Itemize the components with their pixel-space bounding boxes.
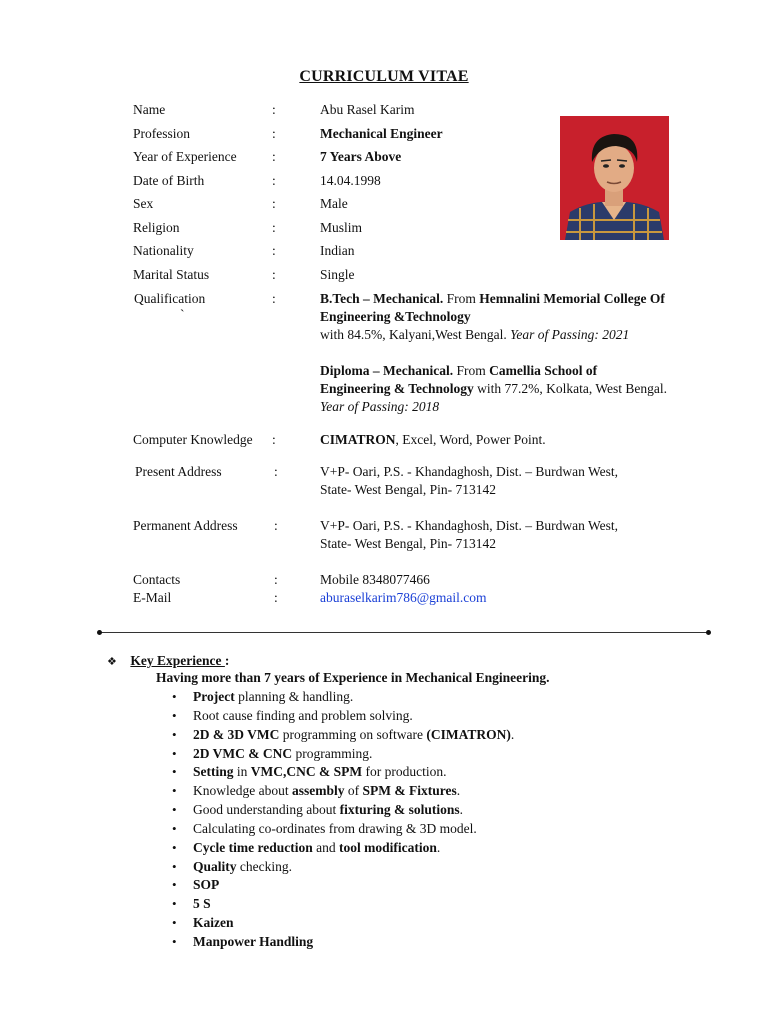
text-run: of <box>344 783 363 799</box>
detail-value: Muslim <box>320 220 363 235</box>
software-name: CIMATRON <box>320 432 396 447</box>
bullet-icon: • <box>172 764 177 780</box>
qualification-details: with 84.5%, Kalyani,West Bengal. <box>320 327 511 342</box>
list-item-text <box>193 688 353 706</box>
qualification-details: with 77.2%, Kolkata, West Bengal. <box>473 381 668 396</box>
degree-name: B.Tech – Mechanical. <box>320 291 444 306</box>
text-run: for production. <box>362 764 447 780</box>
detail-colon: : <box>272 126 276 141</box>
text-run: Calculating co-ordinates from drawing & 3D model. <box>193 820 477 836</box>
list-item-text <box>193 745 372 763</box>
person-icon <box>560 116 669 240</box>
detail-colon: : <box>274 572 278 587</box>
divider-end-dot <box>97 630 102 635</box>
text-run: 2D & 3D VMC <box>193 726 280 742</box>
software-list: , Excel, Word, Power Point. <box>395 432 546 447</box>
bullet-icon: • <box>172 802 177 818</box>
address-line: State- West Bengal, Pin- 713142 <box>320 536 497 551</box>
text-run: programming on software <box>279 726 427 742</box>
list-item-text <box>193 839 440 857</box>
bullet-icon: • <box>172 820 177 836</box>
text-run: Good understanding about <box>193 802 340 818</box>
divider-end-dot <box>706 630 711 635</box>
list-item-text <box>193 726 514 744</box>
text-run: . <box>510 726 515 742</box>
detail-value: Mechanical Engineer <box>320 126 443 141</box>
text-run: Manpower Handling <box>193 933 314 949</box>
qualification-btech <box>320 290 670 344</box>
bullet-icon: • <box>172 839 177 855</box>
detail-label: Sex <box>133 196 154 211</box>
detail-label: Permanent Address <box>133 518 238 533</box>
page-title: CURRICULUM VITAE <box>299 68 469 85</box>
detail-colon: : <box>274 590 278 605</box>
text-run: 5 S <box>193 896 211 912</box>
detail-colon: : <box>272 196 276 211</box>
detail-label: E-Mail <box>133 590 172 605</box>
detail-colon: : <box>272 173 276 188</box>
from-word: From <box>453 363 490 378</box>
text-run: programming. <box>292 745 373 761</box>
text-run: Quality <box>193 858 237 874</box>
email-link[interactable]: aburaselkarim786@gmail.com <box>320 590 487 605</box>
detail-label: Computer Knowledge <box>133 432 253 447</box>
section-divider <box>99 632 709 633</box>
profile-photo <box>560 116 669 240</box>
list-item-text <box>193 763 446 781</box>
text-run: planning & handling. <box>234 689 354 704</box>
detail-colon: : <box>272 102 276 117</box>
detail-value: 14.04.1998 <box>320 173 381 188</box>
text-run: . <box>456 783 461 799</box>
detail-label: Present Address <box>135 464 222 479</box>
detail-label: Nationality <box>133 243 194 258</box>
present-address-value <box>320 463 670 499</box>
detail-label: Contacts <box>133 572 181 587</box>
list-item-text <box>193 801 463 819</box>
list-item-text <box>193 782 460 800</box>
text-run: SOP <box>193 877 220 893</box>
detail-colon: : <box>272 243 276 258</box>
permanent-address-value <box>320 517 670 553</box>
list-item-text <box>193 707 413 725</box>
passing-year: Year of Passing: 2018 <box>320 399 440 414</box>
text-run: fixturing & solutions <box>339 802 460 818</box>
bullet-icon: • <box>172 745 177 761</box>
text-run: Kaizen <box>193 915 234 931</box>
heading-colon: : <box>224 653 230 668</box>
bullet-icon: • <box>172 726 177 742</box>
experience-summary: Having more than 7 years of Experience in Mechanical Engineering. <box>156 670 550 685</box>
detail-colon: : <box>274 464 278 479</box>
college-name: Camellia School of Engineering & Technology <box>320 363 598 396</box>
detail-colon: : <box>272 432 276 447</box>
college-name: Hemnalini Memorial College Of Engineering &Technology <box>320 291 665 324</box>
key-experience-heading <box>107 652 229 671</box>
detail-label: Profession <box>133 126 190 141</box>
detail-colon: : <box>272 220 276 235</box>
passing-year: Year of Passing: 2021 <box>510 327 630 342</box>
text-run: (CIMATRON) <box>426 726 511 742</box>
bullet-icon: • <box>172 707 177 723</box>
bullet-icon: • <box>172 689 177 704</box>
qualification-diploma <box>320 362 670 416</box>
detail-value: Single <box>320 267 355 282</box>
text-run: Setting <box>193 764 234 780</box>
detail-colon: : <box>272 267 276 282</box>
text-run: SPM & Fixtures <box>362 783 457 799</box>
section-title: Key Experience <box>130 653 225 668</box>
text-run: Knowledge about <box>193 783 292 799</box>
from-word: From <box>443 291 480 306</box>
stray-mark: ` <box>180 307 185 322</box>
detail-label: Marital Status <box>133 267 210 282</box>
bullet-icon: • <box>172 783 177 799</box>
list-item-text <box>193 914 234 932</box>
address-line: V+P- Oari, P.S. - Khandaghosh, Dist. – Burdwan West, <box>320 518 619 533</box>
text-run: Root cause finding and problem solving. <box>193 707 413 723</box>
bullet-icon: • <box>172 896 177 912</box>
detail-value: Indian <box>320 243 355 258</box>
list-item-text <box>193 895 211 913</box>
list-item-text <box>193 820 477 838</box>
text-run: Cycle time reduction <box>193 839 313 855</box>
detail-label: Date of Birth <box>133 173 205 188</box>
detail-label: Qualification <box>134 291 206 306</box>
text-run: and <box>312 839 339 855</box>
bullet-icon: • <box>172 877 177 893</box>
text-run: assembly <box>291 783 345 799</box>
mobile-number: Mobile 8348077466 <box>320 572 430 587</box>
text-run: in <box>233 764 251 780</box>
bullet-icon: • <box>172 915 177 931</box>
diamond-bullet-icon: ❖ <box>107 656 117 668</box>
bullet-icon: • <box>172 933 177 949</box>
address-line: State- West Bengal, Pin- 713142 <box>320 482 497 497</box>
detail-colon: : <box>274 518 278 533</box>
list-item-text <box>193 858 292 876</box>
detail-colon: : <box>272 291 276 306</box>
bullet-icon: • <box>172 858 177 874</box>
detail-value: 7 Years Above <box>320 149 402 164</box>
degree-name: Diploma – Mechanical. <box>320 363 454 378</box>
text-run: tool modification <box>338 839 437 855</box>
detail-label: Name <box>133 102 166 117</box>
list-item-text <box>193 876 219 894</box>
text-run: checking. <box>236 858 292 874</box>
detail-colon: : <box>272 149 276 164</box>
detail-value: Abu Rasel Karim <box>320 102 415 117</box>
text-run: . <box>459 802 464 818</box>
detail-label: Religion <box>133 220 180 235</box>
text-run: Project <box>193 689 235 704</box>
detail-label: Year of Experience <box>133 149 237 164</box>
address-line: V+P- Oari, P.S. - Khandaghosh, Dist. – Burdwan West, <box>320 464 619 479</box>
text-run: 2D VMC & CNC <box>193 745 293 761</box>
text-run: . <box>436 839 441 855</box>
detail-value: Male <box>320 196 348 211</box>
text-run: VMC,CNC & SPM <box>250 764 363 780</box>
list-item-text <box>193 933 313 951</box>
